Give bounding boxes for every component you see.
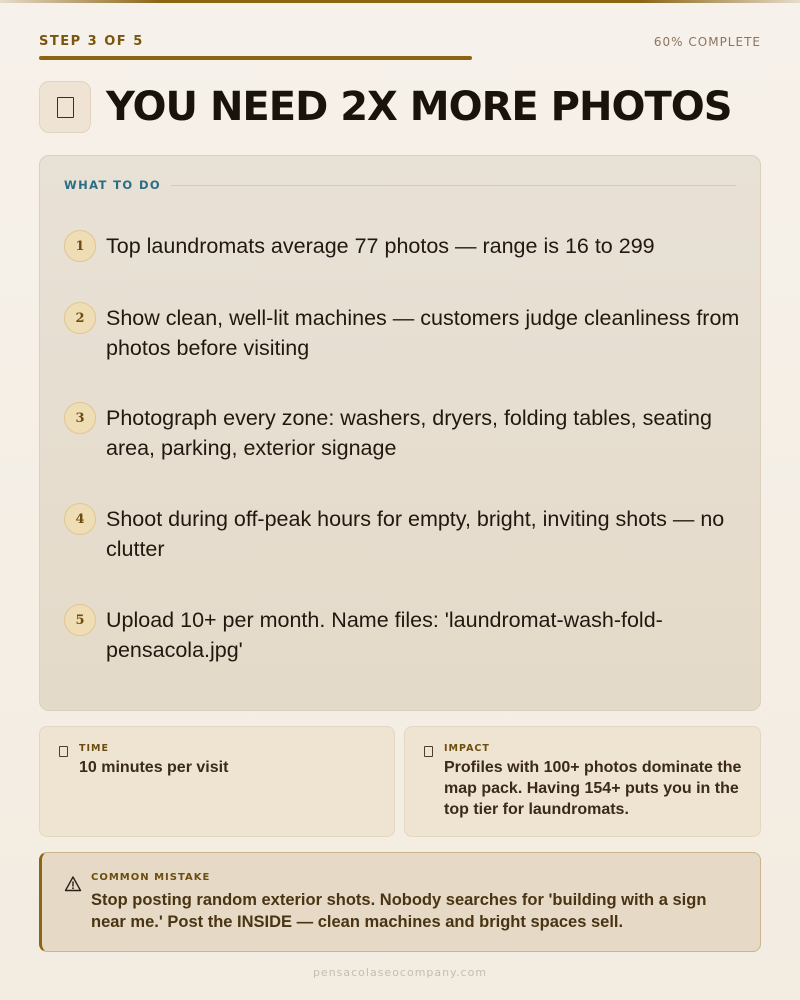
step-indicator: STEP 3 OF 5 [39,34,144,49]
progress-percentage: 60% COMPLETE [653,35,761,49]
photo-icon [39,81,91,133]
time-card [39,726,395,837]
steps-card [39,155,761,711]
top-accent-rule [0,0,800,3]
step-item [64,504,740,564]
time-label: TIME [79,743,109,754]
step-text: Upload 10+ per month. Name files: 'laundromat-wash-fold-pensacola.jpg' [106,608,663,662]
step-text: Top laundromats average 77 photos — range is 16 to 299 [106,234,655,258]
warning-icon [64,875,82,893]
progress-bar [39,56,761,60]
mistake-label: COMMON MISTAKE [91,872,211,883]
impact-label: IMPACT [444,743,490,754]
step-text: Shoot during off-peak hours for empty, bright, inviting shots — no clutter [106,507,725,561]
section-header [64,178,736,192]
section-divider [171,185,736,186]
impact-text: Profiles with 100+ photos dominate the map pack. Having 154+ puts you in the top tier for laundromats. [444,759,742,818]
step-number-badge: 4 [64,503,96,535]
step-item [64,303,740,363]
time-text: 10 minutes per visit [79,759,229,776]
step-text: Show clean, well-lit machines — customers judge cleanliness from photos before visiting [106,306,740,360]
page-title: YOU NEED 2X MORE PHOTOS [106,84,732,130]
step-text: Photograph every zone: washers, dryers, folding tables, seating area, parking, exterior signage [106,406,712,460]
step-item [64,231,740,262]
impact-card [404,726,761,837]
clock-icon [59,746,68,757]
step-number-badge: 1 [64,230,96,262]
chart-icon [424,746,433,757]
step-item [64,605,740,665]
footer-domain: pensacolaseocompany.com [312,966,488,979]
section-label: WHAT TO DO [64,178,162,192]
progress-bar-fill [39,56,472,60]
step-number-badge: 5 [64,604,96,636]
photo-icon-glyph [57,97,74,118]
mistake-text: Stop posting random exterior shots. Nobody searches for 'building with a sign near me.' Post the INSIDE — clean machines and bright spaces sell. [91,891,707,931]
step-number-badge: 2 [64,302,96,334]
step-number-badge: 3 [64,402,96,434]
common-mistake-card [39,852,761,952]
step-item [64,403,740,463]
